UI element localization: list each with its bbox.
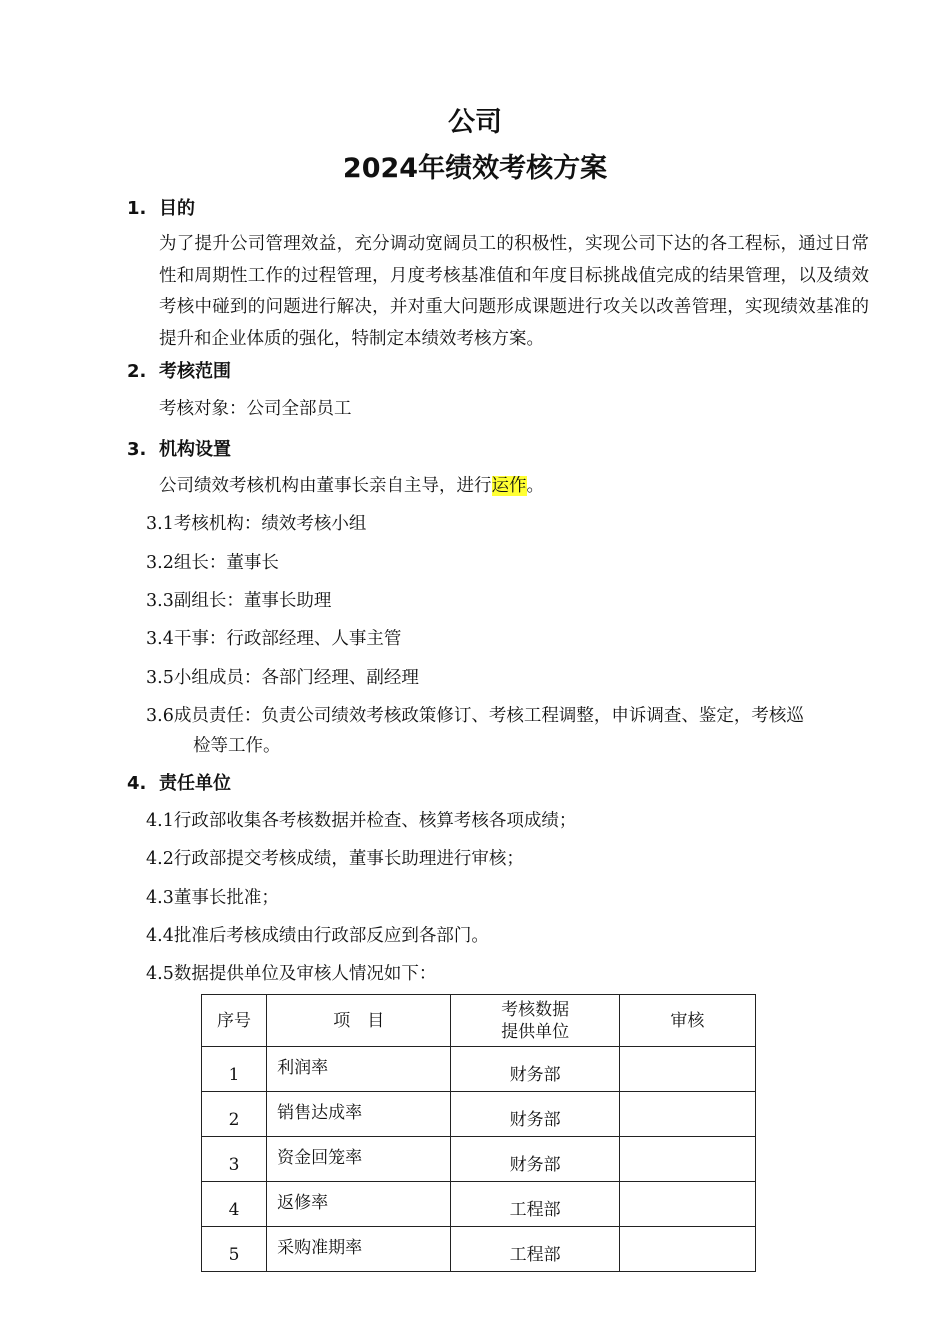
cell-item: 销售达成率 [267, 1092, 451, 1137]
section-number: 4. [127, 773, 147, 794]
cell-review [619, 1182, 755, 1227]
responsibility-item: 4.4批准后考核成绩由行政部反应到各部门。 [146, 926, 489, 946]
cell-provider: 财务部 [451, 1137, 619, 1182]
header-review: 审核 [619, 995, 755, 1047]
table-row [202, 1092, 756, 1137]
cell-provider: 财务部 [451, 1047, 619, 1092]
data-provider-table [201, 994, 756, 1272]
responsibility-item: 4.5数据提供单位及审核人情况如下： [146, 964, 437, 984]
cell-provider: 工程部 [451, 1227, 619, 1272]
section-number: 1. [127, 198, 147, 219]
section-number: 2. [127, 361, 147, 382]
section-title: 目的 [159, 198, 195, 219]
purpose-paragraph: 为了提升公司管理效益，充分调动宽阔员工的积极性，实现公司下达的各工程标，通过日常性和周期性工作的过程管理，月度考核基准值和年度目标挑战值完成的结果管理，以及绩效考核中碰到的问题进行解决，并对重大问题形成课题进行攻关以改善管理，实现绩效基准的提升和企业体质的强化，特制定本绩效考核方案。 [159, 234, 869, 349]
section-title: 考核范围 [159, 361, 231, 382]
cell-seq: 3 [202, 1137, 267, 1182]
cell-provider: 工程部 [451, 1182, 619, 1227]
section-heading-organization [127, 435, 231, 461]
responsibility-item: 4.3董事长批准； [146, 888, 279, 908]
header-seq: 序号 [202, 995, 267, 1047]
cell-seq: 1 [202, 1047, 267, 1092]
header-item: 项 目 [267, 995, 451, 1047]
document-title: 2024年绩效考核方案 [342, 153, 608, 184]
cell-seq: 5 [202, 1227, 267, 1272]
section-title: 责任单位 [159, 773, 231, 794]
table-row [202, 1047, 756, 1092]
org-item: 3.4干事：行政部经理、人事主管 [146, 629, 402, 649]
document-title-company: 公司 [448, 107, 502, 138]
org-item: 3.2组长：董事长 [146, 553, 279, 573]
intro-text: 公司绩效考核机构由董事长亲自主导，进行 [159, 476, 492, 496]
scope-text: 考核对象：公司全部员工 [159, 399, 352, 419]
table-row [202, 1182, 756, 1227]
section-heading-scope [127, 357, 231, 383]
cell-item: 返修率 [267, 1182, 451, 1227]
cell-review [619, 1227, 755, 1272]
org-item: 3.1考核机构：绩效考核小组 [146, 514, 367, 534]
responsibility-item: 4.2行政部提交考核成绩，董事长助理进行审核； [146, 849, 524, 869]
org-item-continuation: 检等工作。 [193, 736, 281, 756]
cell-seq: 4 [202, 1182, 267, 1227]
intro-end: 。 [526, 476, 544, 496]
highlighted-text: 运作 [491, 476, 527, 496]
table-row [202, 1137, 756, 1182]
table-row [202, 1227, 756, 1272]
cell-review [619, 1137, 755, 1182]
responsibility-item: 4.1行政部收集各考核数据并检查、核算考核各项成绩； [146, 811, 577, 831]
org-item: 3.5小组成员：各部门经理、副经理 [146, 668, 419, 688]
cell-item: 采购准期率 [267, 1227, 451, 1272]
cell-seq: 2 [202, 1092, 267, 1137]
organization-intro [159, 472, 544, 497]
section-number: 3. [127, 439, 147, 460]
table-header-row [202, 995, 756, 1047]
header-provider [451, 995, 619, 1047]
cell-provider: 财务部 [451, 1092, 619, 1137]
org-item: 3.6成员责任：负责公司绩效考核政策修订、考核工程调整，申诉调查、鉴定，考核巡 [146, 706, 804, 726]
section-heading-responsibility [127, 769, 231, 795]
cell-item: 资金回笼率 [267, 1137, 451, 1182]
cell-item: 利润率 [267, 1047, 451, 1092]
cell-review [619, 1047, 755, 1092]
section-title: 机构设置 [159, 439, 231, 460]
header-provider-line1: 考核数据 [501, 999, 570, 1020]
header-provider-line2: 提供单位 [501, 1021, 570, 1042]
cell-review [619, 1092, 755, 1137]
section-heading-purpose [127, 194, 195, 220]
org-item: 3.3副组长：董事长助理 [146, 591, 332, 611]
